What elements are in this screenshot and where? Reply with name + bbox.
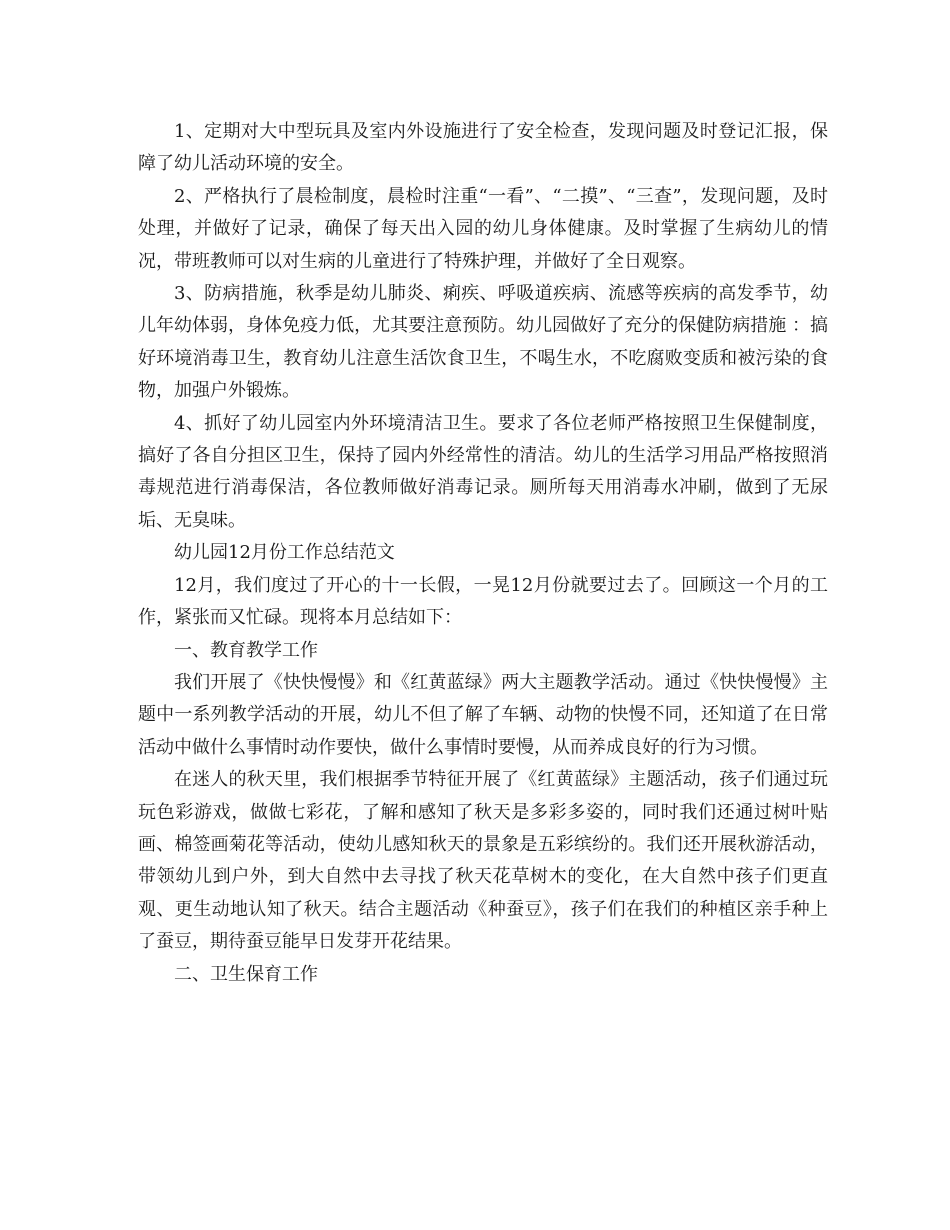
paragraph-december-intro: 12月，我们度过了开心的十一长假，一晃12月份就要过去了。回顾这一个月的工作，紧张而又忙碌。现将本月总结如下： [138,574,828,629]
paragraph-morning-check: 2、严格执行了晨检制度，晨检时注重“一看”、“二摸”、“三查”，发现问题，及时处理，并做好了记录，确保了每天出入园的幼儿身体健康。及时掌握了生病幼儿的情况，带班教师可以对生病的儿童进行了特殊护理，并做好了全日观察。 [138,185,828,272]
paragraph-autumn-activities: 在迷人的秋天里，我们根据季节特征开展了《红黄蓝绿》主题活动，孩子们通过玩玩色彩游戏，做做七彩花，了解和感知了秋天是多彩多姿的，同时我们还通过树叶贴画、棉签画菊花等活动，使幼儿感知秋天的景象是五彩缤纷的。我们还开展秋游活动，带领幼儿到户外，到大自然中去寻找了秋天花草树木的变化，在大自然中孩子们更直观、更生动地认知了秋天。结合主题活动《种蚕豆》，孩子们在我们的种植区亲手种上了蚕豆，期待蚕豆能早日发芽开花结果。 [138,769,828,953]
paragraph-disease-prevention: 3、防病措施，秋季是幼儿肺炎、痢疾、呼吸道疾病、流感等疾病的高发季节，幼儿年幼体弱，身体免疫力低，尤其要注意预防。幼儿园做好了充分的保健防病措施 ：搞好环境消毒卫生，教育幼儿注意生活饮食卫生，不喝生水，不吃腐败变质和被污染的食物，加强户外锻炼。 [138,283,828,402]
paragraph-safety-inspection: 1、定期对大中型玩具及室内外设施进行了安全检查，发现问题及时登记汇报，保障了幼儿活动环境的安全。 [138,121,828,175]
heading-health-care-work: 二、卫生保育工作 [174,963,318,985]
paragraph-environment-hygiene: 4、抓好了幼儿园室内外环境清洁卫生。要求了各位老师严格按照卫生保健制度，搞好了各自分担区卫生，保持了园内外经常性的清洁。幼儿的生活学习用品严格按照消毒规范进行消毒保洁，各位教师做好消毒记录。厕所每天用消毒水冲刷，做到了无尿垢、无臭味。 [138,412,828,531]
paragraph-theme-activities: 我们开展了《快快慢慢》和《红黄蓝绿》两大主题教学活动。通过《快快慢慢》主题中一系列教学活动的开展，幼儿不但了解了车辆、动物的快慢不同，还知道了在日常活动中做什么事情时动作要快，做什么事情时要慢，从而养成良好的行为习惯。 [138,671,828,758]
heading-education-work: 一、教育教学工作 [174,639,318,661]
document-body [138,116,828,991]
section-title-december-summary: 幼儿园12月份工作总结范文 [174,542,395,564]
